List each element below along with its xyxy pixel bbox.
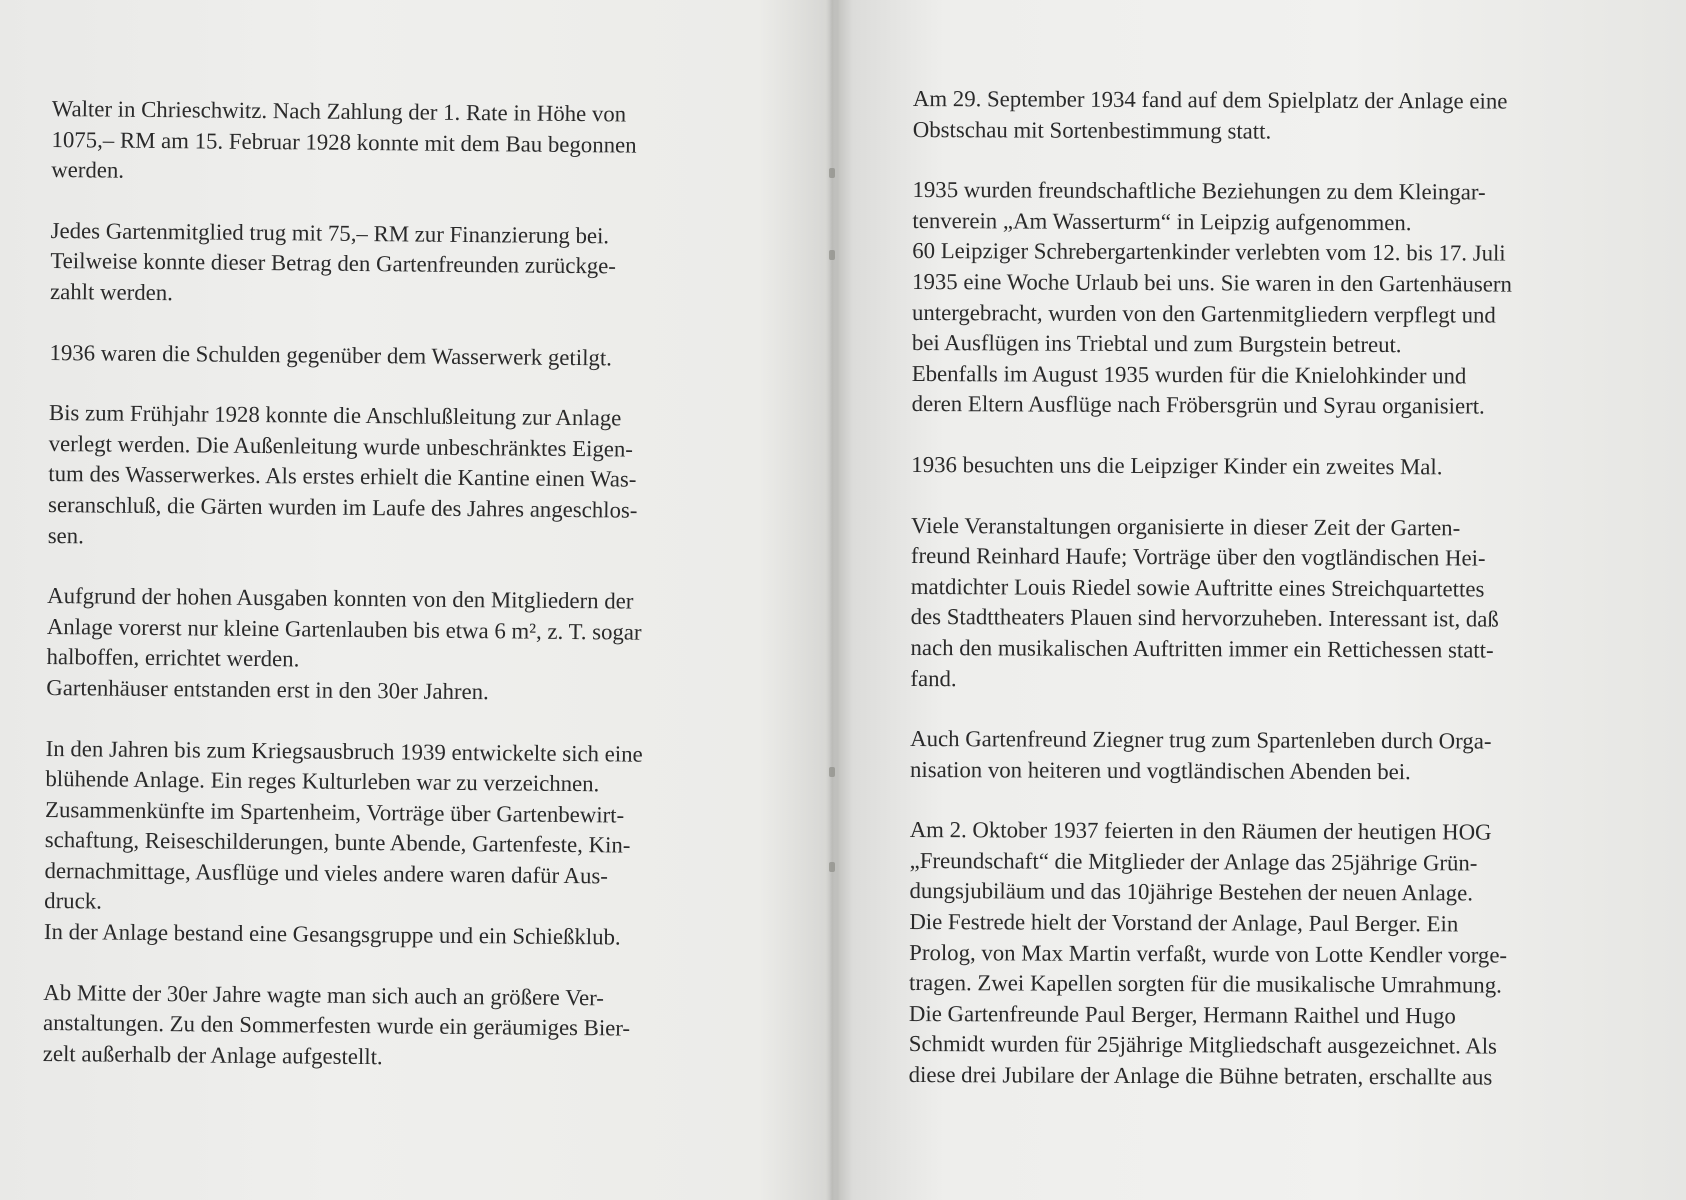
paragraph: Walter in Chrieschwitz. Nach Zahlung der 1. Rate in Höhe von 1075,– RM am 15. Februar 1928 konnte mit dem Bau begonnen werden. [51,95,637,183]
left-page-text-column [43,94,744,1076]
paragraph: Auch Gartenfreund Ziegner trug zum Spartenleben durch Orga- nisation von heiteren und vogtländischen Abenden bei. [909,726,1492,784]
paragraph: Bis zum Frühjahr 1928 konnte die Anschlußleitung zur Anlage verlegt werden. Die Außenleitung wurde unbeschränktes Eigen- tum des Wasserwerkes. Als erstes erhielt die Kantine einen Was- seranschluß, die Gärten wurden im Laufe des Jahres angeschlos- sen. [47,400,638,548]
right-page [843,0,1686,1200]
paragraph: Am 29. September 1934 fand auf dem Spielplatz der Anlage eine Obstschau mit Sortenbestimmung statt. [912,85,1508,144]
paragraph: 1936 waren die Schulden gegenüber dem Wasserwerk getilgt. [49,339,613,370]
paragraph: Aufgrund der hohen Ausgaben konnten von den Mitgliedern der Anlage vorerst nur kleine Gartenlauben bis etwa 6 m², z. T. sogar halboffen, errichtet werden. Gartenhäuser entstanden erst in den 30er Jahren. [46,583,642,705]
paragraph: Jedes Gartenmitglied trug mit 75,– RM zur Finanzierung bei. Teilweise konnte dieser Betrag den Gartenfreunden zurückge- zahlt werden. [49,217,617,306]
paragraph: Am 2. Oktober 1937 feierten in den Räumen der heutigen HOG „Freundschaft“ die Mitglieder der Anlage das 25jährige Grün- dungsjubiläum und das 10jährige Bestehen der neuen Anlage. Die Festrede hielt der Vorstand der Anlage, Paul Berger. Ein Prolog, von Max Martin verfaßt, wurde von Lotte Kendler vorge- tragen. Zwei Kapellen sorgten für die musikalische Umrahmung. Die Gartenfreunde Paul Berger, Hermann Raithel und Hugo Schmidt wurden für 25jährige Mitgliedschaft ausgezeichnet. Als diese drei Jubilare der Anlage die Bühne betraten, erschallte aus [908,817,1508,1090]
paragraph: Ab Mitte der 30er Jahre wagte man sich auch an größere Ver- anstaltungen. Zu den Sommerfesten wurde ein geräumiges Bier- zelt außerhalb der Anlage aufgestellt. [42,979,631,1070]
paragraph: In den Jahren bis zum Kriegsausbruch 1939 entwickelte sich eine blühende Anlage. Ein reges Kulturleben war zu verzeichnen. Zusammenkünfte im Spartenheim, Vorträge über Gartenbewirt- schaftung, Reiseschilderungen, bunte Abende, Gartenfeste, Kin- dernachmittage, Ausflüge und vieles andere waren dafür Aus- druck. In der Anlage bestand eine Gesangsgruppe und ein Schießklub. [43,735,643,950]
paragraph: Viele Veranstaltungen organisierte in dieser Zeit der Garten- freund Reinhard Haufe; Vorträge über den vogtländischen Hei- matdichter Louis Riedel sowie Auftritte eines Streichquartettes des Stadttheaters Plauen sind hervorzuheben. Interessant ist, daß nach den musikalischen Auftritten immer ein Rettichessen statt- fand. [910,512,1499,691]
paragraph: 1936 besuchten uns die Leipziger Kinder ein zweites Mal. [911,451,1443,480]
paragraph: 1935 wurden freundschaftliche Beziehungen zu dem Kleingar- tenverein „Am Wasserturm“ in Leipzig aufgenommen. 60 Leipziger Schrebergartenkinder verlebten vom 12. bis 17. Juli 1935 eine Woche Urlaub bei uns. Sie waren in den Gartenhäusern untergebracht, wurden von den Gartenmitgliedern verpflegt und bei Ausflügen ins Triebtal und zum Burgstein betreut. Ebenfalls im August 1935 wurden für die Knielohkinder und deren Eltern Ausflüge nach Fröbersgrün und Syrau organisiert. [911,177,1512,419]
right-page-text-column [909,84,1591,1094]
